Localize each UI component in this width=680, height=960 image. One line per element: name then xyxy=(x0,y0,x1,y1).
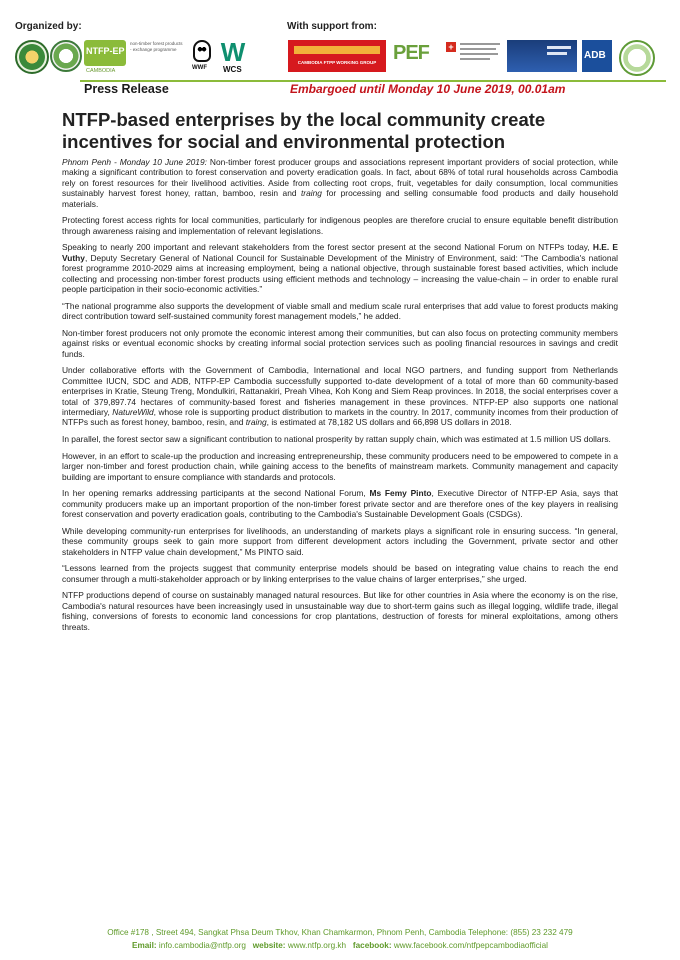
facebook-label: facebook: xyxy=(352,941,392,950)
paragraph-1: Phnom Penh - Monday 10 June 2019: Non-timber forest producer groups and associations represent important providers of social protection, while making a significant contribution to forest conservation and poverty eradication goals. In fact, about 68% of total rural households across Cambodia rely on forest resources for their livelihood activities. Aside from collecting root crops, fruit, vegetables for daily consumption, local communities sustainably harvest forest honey, rattan, bamboo, resin and traing for processing and selling consumable food products and daily household materials. xyxy=(62,157,618,209)
facebook-link[interactable]: www.facebook.com/ntfpepcambodiaofficial xyxy=(393,941,548,950)
adb-logo xyxy=(582,40,612,72)
fftp-logo-text: CAMBODIA FTPP WORKING GROUP xyxy=(297,60,377,65)
paragraph-12: NTFP productions depend of course on sustainably managed natural resources. But like for other countries in Asia where the economy is on the rise, Cambodia's natural resources have been increasingly used in unsustainable way due to short-term gains such as illegal logging, wildlife trade, illegal fishing, conversions of forests to economic land concessions for crop plantations, destruction of forests for mineral exploitations, among others threats. xyxy=(62,590,618,632)
embargo-notice: Embargoed until Monday 10 June 2019, 00.01am xyxy=(290,82,566,96)
footer-contacts xyxy=(0,940,680,952)
adb-text: ADB xyxy=(584,50,606,61)
footer-address: Office #178 , Street 494, Sangkat Phsa Deum Tkhov, Khan Chamkarmon, Phnom Penh, Cambodia Telephone: (855) 23 232 479 xyxy=(107,928,573,937)
pef-text: PEF xyxy=(393,42,429,64)
website-label: website: xyxy=(252,941,286,950)
wcs-text: WCS xyxy=(223,65,242,74)
support-logos xyxy=(0,37,680,76)
paragraph-8: However, in an effort to scale-up the production and increasing entrepreneurship, these community producers need to be empowered to compete in a larger non-timber and forest production chain, while gaining access to the benefits of mainstream markets. Community management and capacity building are important to ensure compliance with standards and protocols. xyxy=(62,450,618,482)
article-body xyxy=(62,157,618,638)
fftp-logo xyxy=(288,40,386,72)
paragraph-7: In parallel, the forest sector saw a significant contribution to national prosperity by rattan supply chain, which was estimated at 1.5 million US dollars. xyxy=(62,434,611,445)
paragraph-4: “The national programme also supports the development of viable small and medium scale rural enterprises that add value to forest products making direct contribution toward self-sustained community forest management models,” he added. xyxy=(62,300,618,322)
paragraph-2: Protecting forest access rights for local communities, particularly for indigenous peoples are therefore crucial to ensure equitable benefit distribution through awareness raising and implementation of relevant legislations. xyxy=(62,215,618,236)
ntfp-logo-country: CAMBODIA xyxy=(86,68,116,74)
paragraph-9: In her opening remarks addressing participants at the second National Forum, Ms Femy Pinto, Executive Director of NTFP-EP Asia, says that community producers make up an important proportion of the non-timber forest private sector and are therefore ones of the key players in realising forest conservation and poverty eradication goals, contributing to the Cambodia's Sustainable Development Goals (CSDGs). xyxy=(62,488,619,520)
ccsp-seal-icon xyxy=(619,40,655,76)
ntfp-logo-text: NTFP-EP xyxy=(86,46,125,56)
swiss-logo xyxy=(446,40,502,72)
paragraph-10: While developing community-run enterprises for livelihoods, an understanding of markets plays a significant role in ensuring success. “In general, these community groups seek to gain more support from different development actors including the Government, private sector and other stakeholders in NTFP value chain development,” Ms PINTO said. xyxy=(62,525,618,557)
support-from-label: With support from: xyxy=(287,21,377,32)
swiss-flag-icon: + xyxy=(446,42,456,52)
wcs-w-icon: W xyxy=(220,37,246,67)
wwf-text: WWF xyxy=(192,65,207,71)
paragraph-11: “Lessons learned from the projects suggest that community enterprise models should be based on integrating value chains to reach the end consumer through a multi-stakeholder approach or by linking enterprises to the value chains of larger enterprises,” she urged. xyxy=(62,563,618,584)
dateline: Phnom Penh - Monday 10 June 2019: xyxy=(62,157,207,167)
email-label: Email: xyxy=(132,941,157,950)
paragraph-3: Speaking to nearly 200 important and relevant stakeholders from the forest sector present at the second National Forum on NTFPs today, H.E. E Vuthy, Deputy Secretary General of National Council for Sustainable Development of the Ministry of Environment, said: “The Cambodia's national forest programme 2010-2029 aims at increasing employment, being a national objective, through sustainable forest based activities, which include collecting and processing non-timber forest products using efficient methods and technology – increasing the value-chain – in order to enable rural people participation in their socio-economic activities.” xyxy=(62,242,618,295)
ntfp-logo-tagline: non-timber forest products - exchange programme xyxy=(130,41,183,52)
organized-by-label: Organized by: xyxy=(15,21,82,32)
press-release-label: Press Release xyxy=(84,82,169,96)
paragraph-5: Non-timber forest producers not only promote the economic interest among their communities, but can also focus on protecting community members against risks or eventual economic shocks by creating informal social protection services such as pooling financial resources in savings and credit funds. xyxy=(62,327,618,359)
email-link[interactable]: info.cambodia@ntfp.org xyxy=(158,941,246,950)
paragraph-6: Under collaborative efforts with the Government of Cambodia, International and local NGO partners, and funding support from Netherlands Committee IUCN, SDC and ADB, NTFP-EP Cambodia successfully supported to-date development of a total of more than 60 community-based enterprises in Kratie, Steung Treng, Mondulkiri, Rattanakiri, Preah Vihea, Koh Kong and Siem Reap provinces. In 2018, the social enterprises cover a total of 379,897.74 hectares of community-based forest and fisheries management in these provinces. NTFP-EP also supports one national intermediary, NatureWild, whose role is supporting product distribution to markets in the country. In 2017, community incomes from their production of NTFPs such as forest honey, bamboo, resin, and traing, is estimated at 78,182 US dollars and 66,898 US dollars in 2018. xyxy=(62,365,618,428)
pef-logo xyxy=(393,40,439,72)
speaker-name: Ms Femy Pinto xyxy=(369,488,432,499)
partner-banner-logo xyxy=(507,40,577,72)
website-link[interactable]: www.ntfp.org.kh xyxy=(287,941,347,950)
speaker-name: H.E. E Vuthy xyxy=(62,242,618,263)
page-title: NTFP-based enterprises by the local community create incentives for social and environmental protection xyxy=(62,109,546,152)
